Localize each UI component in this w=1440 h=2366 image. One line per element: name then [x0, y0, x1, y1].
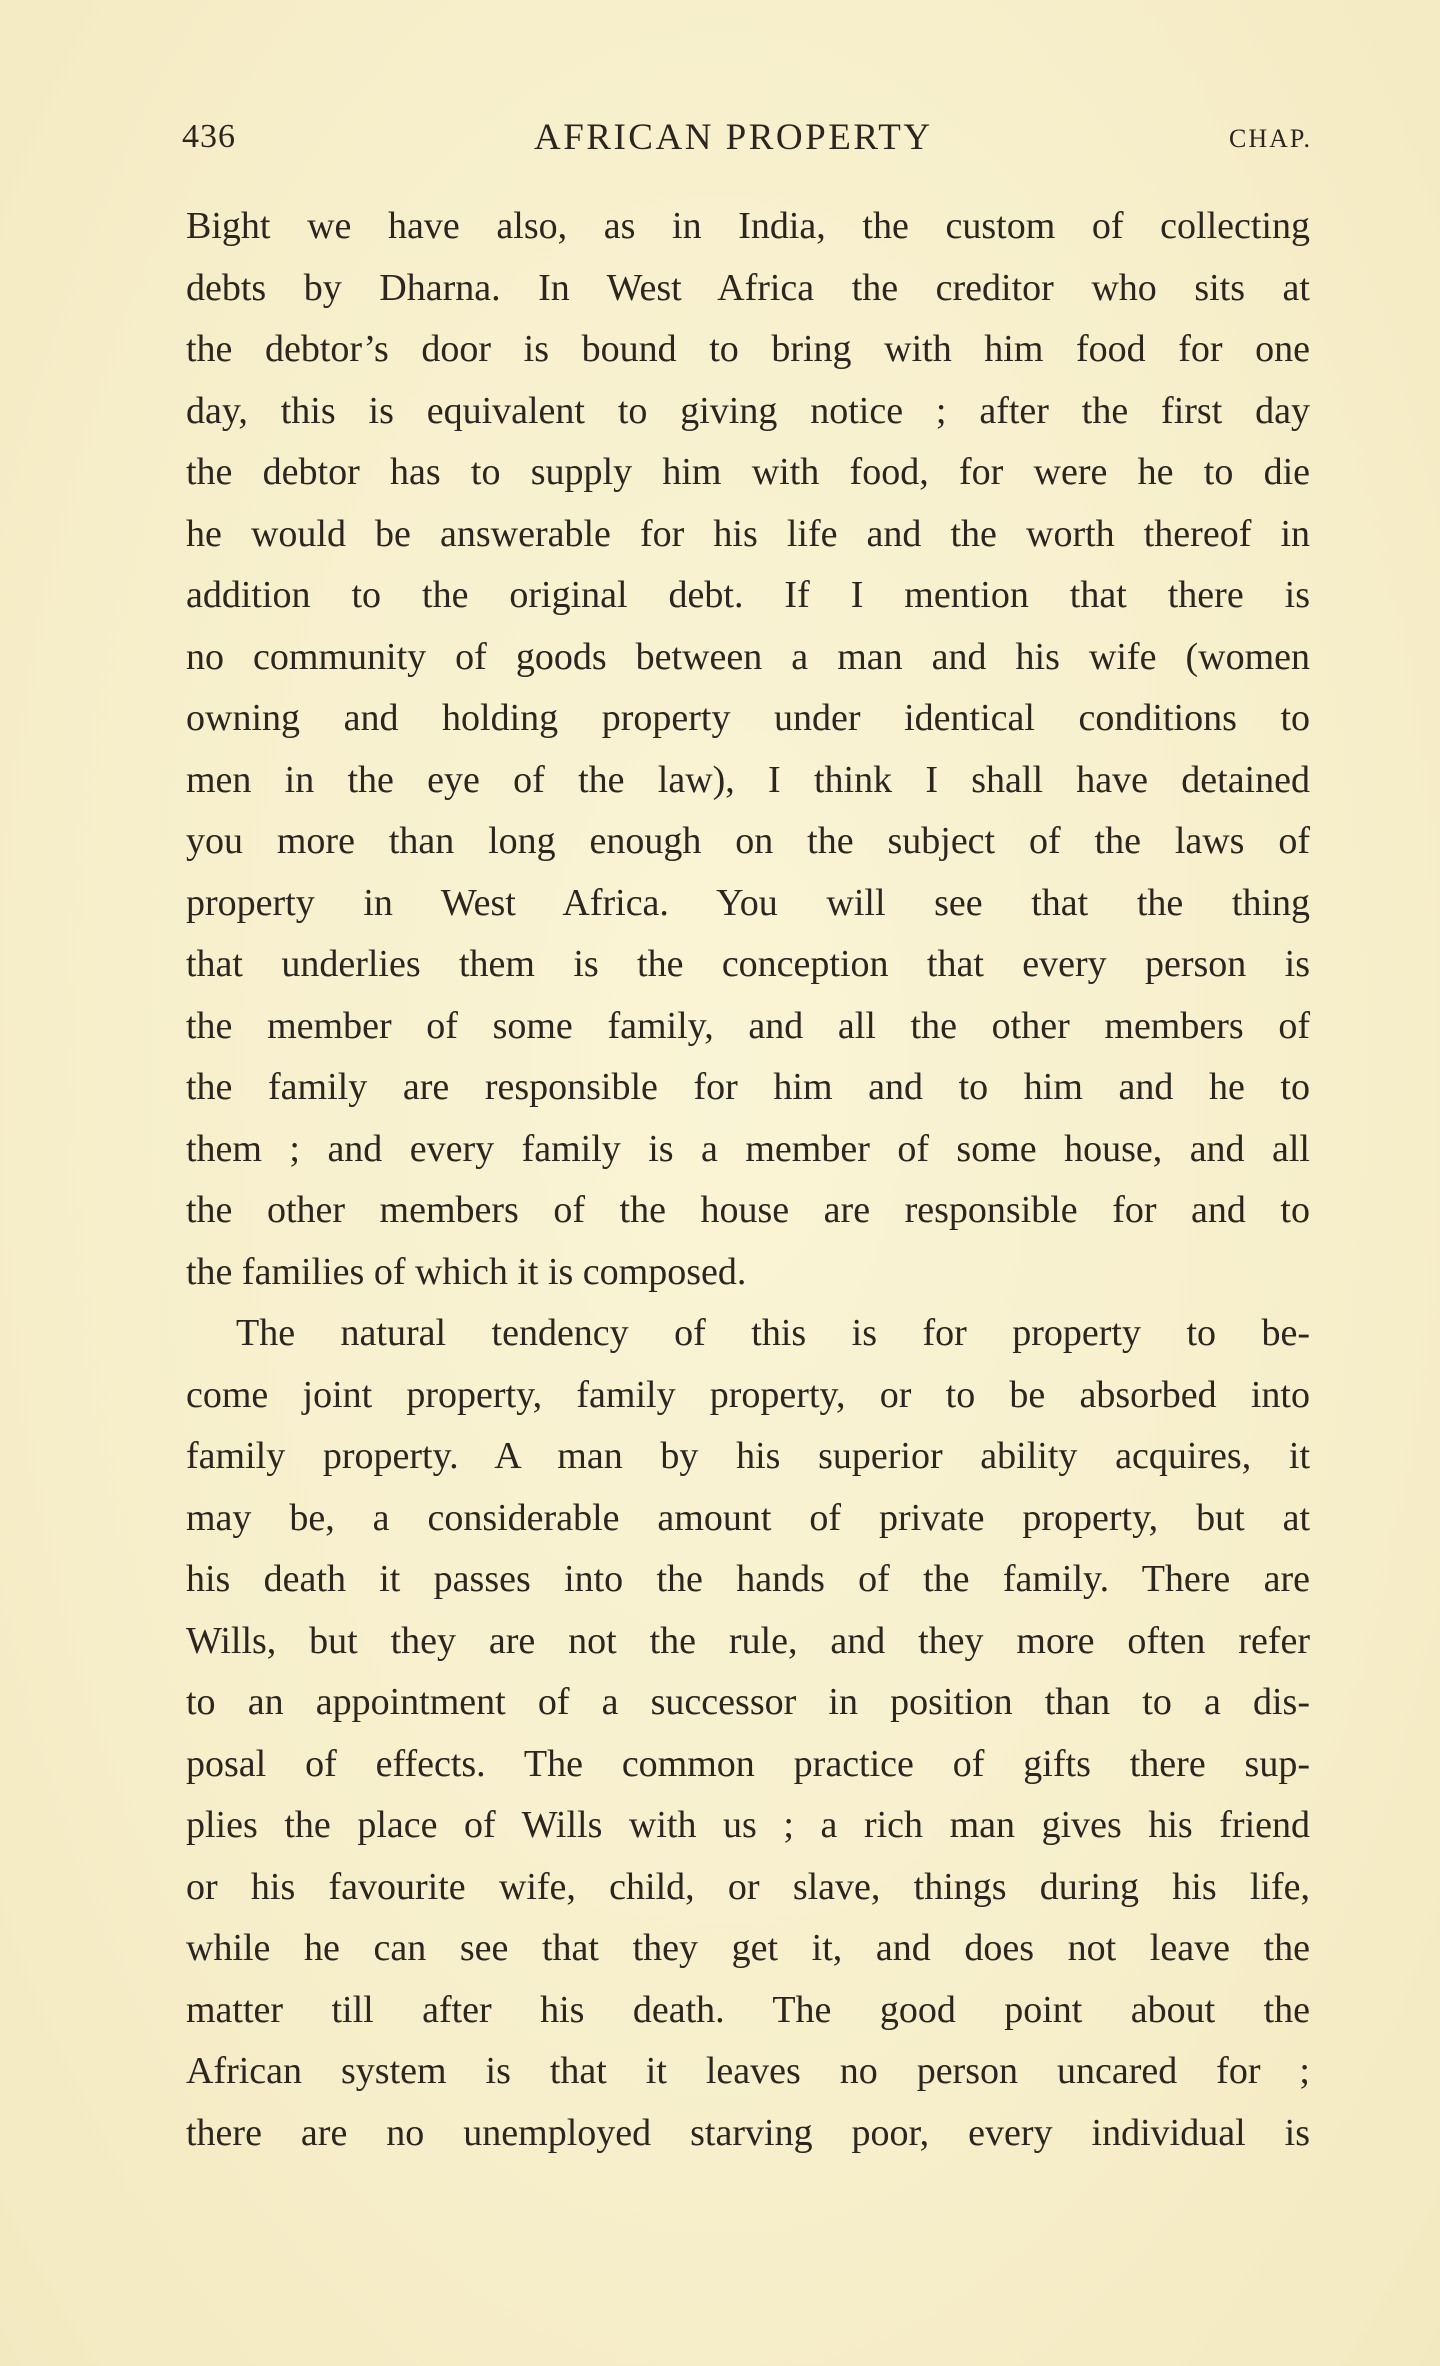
text-line: posal of effects. The common practice of gifts there sup-: [186, 1742, 1310, 1785]
text-line: Wills, but they are not the rule, and they more often refer: [186, 1619, 1310, 1662]
text-line: property in West Africa. You will see that the thing: [186, 881, 1310, 924]
text-line: there are no unemployed starving poor, every individual is: [186, 2111, 1310, 2154]
text-line: he would be answerable for his life and the worth thereof in: [186, 512, 1310, 555]
text-line: debts by Dharna. In West Africa the creditor who sits at: [186, 266, 1310, 309]
text-line: them ; and every family is a member of some house, and all: [186, 1127, 1310, 1170]
text-line: day, this is equivalent to giving notice ; after the first day: [186, 389, 1310, 432]
text-line: men in the eye of the law), I think I shall have detained: [186, 758, 1310, 801]
text-line: or his favourite wife, child, or slave, things during his life,: [186, 1865, 1310, 1908]
text-line: no community of goods between a man and his wife (women: [186, 635, 1310, 678]
paragraph-first-line: The natural tendency of this is for property to be-: [236, 1312, 1310, 1354]
text-line: the debtor’s door is bound to bring with him food for one: [186, 328, 1310, 370]
text-line: African system is that it leaves no person uncared for ;: [186, 2050, 1310, 2092]
text-line: the member of some family, and all the other members of: [186, 1004, 1310, 1047]
text-line: may be, a considerable amount of private property, but at: [186, 1496, 1310, 1539]
text-line: to an appointment of a successor in position than to a dis-: [186, 1681, 1310, 1723]
running-head: [182, 112, 1312, 162]
text-line: while he can see that they get it, and does not leave the: [186, 1927, 1310, 1969]
text-line: the family are responsible for him and to him and he to: [186, 1066, 1310, 1108]
text-line: that underlies them is the conception that every person is: [186, 943, 1310, 985]
text-line: plies the place of Wills with us ; a rich man gives his friend: [186, 1804, 1310, 1846]
text-line: come joint property, family property, or to be absorbed into: [186, 1373, 1310, 1416]
text-line: you more than long enough on the subject of the laws of: [186, 820, 1310, 862]
text-line: the debtor has to supply him with food, for were he to die: [186, 451, 1310, 493]
text-line: addition to the original debt. If I mention that there is: [186, 574, 1310, 616]
text-line: matter till after his death. The good point about the: [186, 1988, 1310, 2031]
text-line: owning and holding property under identical conditions to: [186, 697, 1310, 739]
chapter-abbreviation: CHAP.: [1229, 124, 1312, 153]
page-number: 436: [182, 118, 236, 155]
text-line: his death it passes into the hands of the family. There are: [186, 1558, 1310, 1600]
text-line: family property. A man by his superior ability acquires, it: [186, 1435, 1310, 1477]
text-line: the other members of the house are responsible for and to: [186, 1189, 1310, 1231]
paragraph-end-line: the families of which it is composed.: [186, 1250, 747, 1293]
body-text: [186, 196, 1310, 2164]
running-title: AFRICAN PROPERTY: [534, 117, 933, 158]
text-line: Bight we have also, as in India, the custom of collecting: [186, 205, 1310, 247]
